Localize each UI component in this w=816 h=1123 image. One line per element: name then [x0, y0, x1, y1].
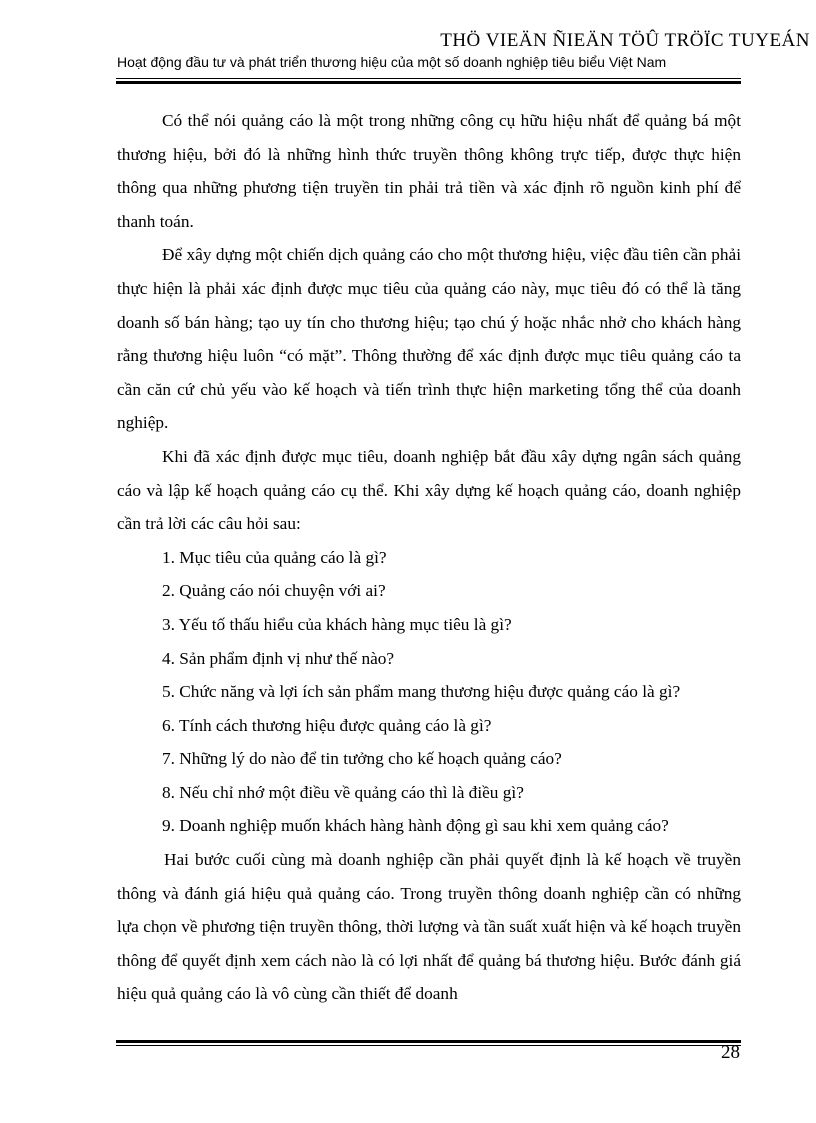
page-number: 28	[721, 1042, 740, 1063]
question-item: 9. Doanh nghiệp muốn khách hàng hành động gì sau khi xem quảng cáo?	[162, 816, 669, 836]
paragraph: Để xây dựng một chiến dịch quảng cáo cho một thương hiệu, việc đầu tiên cần phải thực hiện là phải xác định được mục tiêu của quảng cáo này, mục tiêu đó có thể là tăng doanh số bán hàng; tạo uy tín cho thương hiệu; tạo chú ý hoặc nhắc nhở cho khách hàng rằng thương hiệu luôn “có mặt”. Thông thường để xác định được mục tiêu quảng cáo ta cần căn cứ chủ yếu vào kế hoạch và tiến trình thực hiện marketing tổng thể của doanh nghiệp.	[117, 245, 741, 433]
paragraph: Khi đã xác định được mục tiêu, doanh nghiệp bắt đầu xây dựng ngân sách quảng cáo và lập kế hoạch quảng cáo cụ thể. Khi xây dựng kế hoạch quảng cáo, doanh nghiệp cần trả lời các câu hỏi sau:	[117, 446, 741, 534]
footer-rule-thin	[116, 1045, 741, 1046]
footer-double-rule	[116, 1040, 741, 1046]
question-item: 1. Mục tiêu của quảng cáo là gì?	[162, 547, 387, 567]
question-item: 3. Yếu tố thấu hiểu của khách hàng mục tiêu là gì?	[162, 614, 512, 634]
question-item: 4. Sản phẩm định vị như thế nào?	[162, 648, 395, 668]
question-item: 2. Quảng cáo nói chuyện với ai?	[162, 581, 386, 601]
library-watermark: THÖ VIEÄN ÑIEÄN TÖÛ TRÖÏC TUYEÁN	[440, 30, 810, 51]
question-item: 5. Chức năng và lợi ích sản phẩm mang thương hiệu được quảng cáo là gì?	[162, 682, 681, 702]
closing-paragraph: Hai bước cuối cùng mà doanh nghiệp cần phải quyết định là kế hoạch về truyền thông và đánh giá hiệu quả quảng cáo. Trong truyền thông doanh nghiệp cần có những lựa chọn về phương tiện truyền thông, thời lượng và tần suất xuất hiện và kế hoạch truyền thông để quyết định xem cách nào là có lợi nhất để quảng bá thương hiệu. Bước đánh giá hiệu quả quảng cáo là vô cùng cần thiết để doanh	[117, 850, 741, 1004]
header-rule-thick	[116, 81, 741, 84]
header-rule-thin	[116, 78, 741, 79]
paragraph: Có thể nói quảng cáo là một trong những công cụ hữu hiệu nhất để quảng bá một thương hiệu, bởi đó là những hình thức truyền thông không trực tiếp, được thực hiện thông qua những phương tiện truyền tin phải trả tiền và xác định rõ nguồn kinh phí để thanh toán.	[117, 111, 741, 231]
footer-rule-thick	[116, 1040, 741, 1043]
running-header-title: Hoạt động đầu tư và phát triển thương hiệu của một số doanh nghiệp tiêu biểu Việt Nam	[117, 54, 667, 70]
question-item: 8. Nếu chỉ nhớ một điều về quảng cáo thì là điều gì?	[162, 782, 524, 802]
question-item: 7. Những lý do nào để tin tưởng cho kế hoạch quảng cáo?	[162, 749, 562, 769]
body-text	[117, 104, 741, 1011]
question-item: 6. Tính cách thương hiệu được quảng cáo là gì?	[162, 715, 492, 735]
header-double-rule	[116, 78, 741, 84]
